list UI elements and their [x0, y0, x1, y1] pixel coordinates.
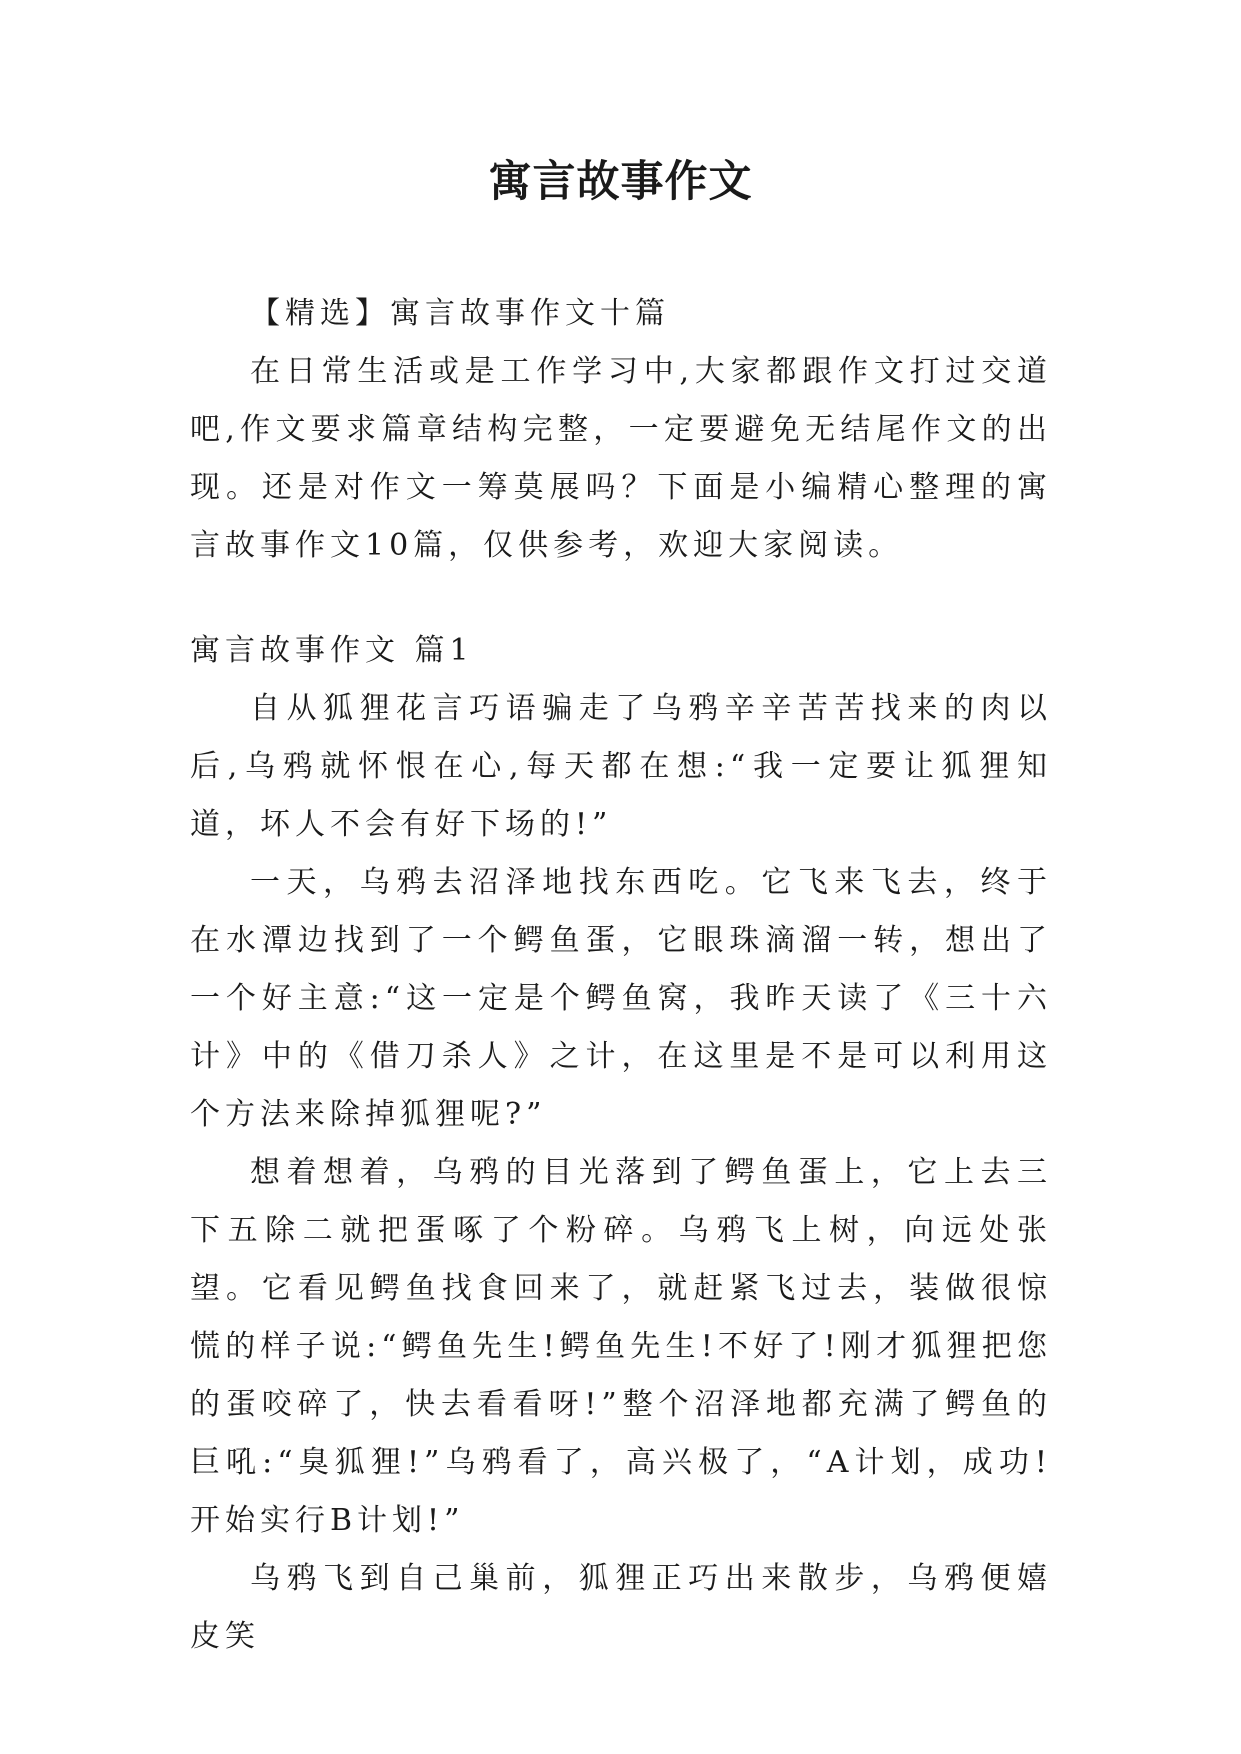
story-paragraph: 想着想着，乌鸦的目光落到了鳄鱼蛋上，它上去三下五除二就把蛋啄了个粉碎。乌鸦飞上树，向远处张望。它看见鳄鱼找食回来了，就赶紧飞过去，装做很惊慌的样子说:“鳄鱼先生!鳄鱼先生!不好了!刚才狐狸把您的蛋咬碎了，快去看看呀!”整个沼泽地都充满了鳄鱼的巨吼:“臭狐狸!”乌鸦看了，高兴极了，“A计划，成功!开始实行B计划!” — [190, 1155, 1052, 1538]
document-subtitle: 【精选】寓言故事作文十篇 — [250, 296, 670, 331]
story-paragraph: 一天，乌鸦去沼泽地找东西吃。它飞来飞去，终于在水潭边找到了一个鳄鱼蛋，它眼珠滴溜一转，想出了一个好主意:“这一定是个鳄鱼窝，我昨天读了《三十六计》中的《借刀杀人》之计，在这里是不是可以利用这个方法来除掉狐狸呢?” — [190, 865, 1052, 1132]
document-body — [190, 285, 1052, 1666]
document-title: 寓言故事作文 — [488, 157, 753, 207]
story-paragraph: 自从狐狸花言巧语骗走了乌鸦辛辛苦苦找来的肉以后,乌鸦就怀恨在心,每天都在想:“我一定要让狐狸知道，坏人不会有好下场的!” — [190, 691, 1052, 842]
story-paragraph: 乌鸦飞到自己巢前，狐狸正巧出来散步，乌鸦便嬉皮笑 — [190, 1561, 1052, 1654]
section-heading: 寓言故事作文 篇1 — [190, 633, 474, 668]
intro-paragraph: 在日常生活或是工作学习中,大家都跟作文打过交道吧,作文要求篇章结构完整，一定要避免无结尾作文的出现。还是对作文一筹莫展吗？下面是小编精心整理的寓言故事作文10篇，仅供参考，欢迎大家阅读。 — [190, 354, 1052, 563]
